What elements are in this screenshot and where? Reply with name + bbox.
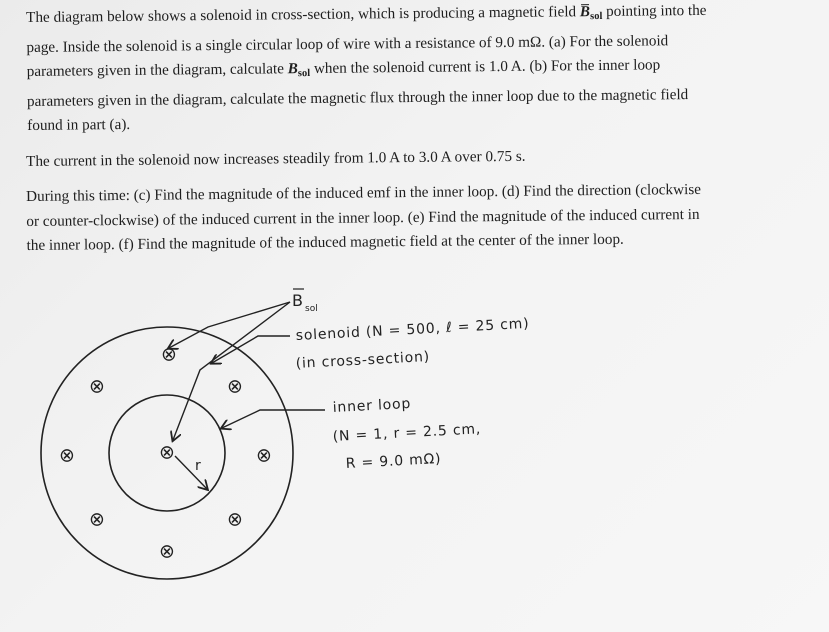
into-page-marker: ⊗ — [159, 540, 175, 563]
text-segment: when the solenoid current is 1.0 A. (b) For the inner loop — [310, 56, 661, 78]
field-label-subscript: sol — [305, 304, 318, 314]
b-letter: B — [287, 60, 298, 78]
field-label: B — [292, 291, 303, 310]
problem-line: page. Inside the solenoid is a single circular loop of wire with a resistance of 9.0 mΩ. (a) For the solenoid — [26, 31, 669, 56]
radius-arrow — [175, 456, 207, 489]
into-page-marker: ⊗ — [159, 441, 175, 464]
problem-line: parameters given in the diagram, calculate the magnetic flux through the inner loop due to the magnetic field — [26, 85, 689, 110]
into-page-marker: ⊗ — [59, 444, 75, 467]
into-page-marker: ⊗ — [256, 444, 272, 467]
inner-loop-params: (N = 1, r = 2.5 cm, — [332, 421, 482, 445]
inner-loop-label: inner loop — [332, 395, 412, 416]
problem-line: or counter-clockwise) of the induced current in the inner loop. (e) Find the magnitude of the induced current in — [26, 205, 700, 230]
solenoid-label: solenoid (N = 500, ℓ = 25 cm) — [295, 315, 530, 344]
problem-line: The current in the solenoid now increases steadily from 1.0 A to 3.0 A over 0.75 s. — [26, 147, 526, 170]
loop-pointer-arrow — [222, 410, 325, 428]
b-letter: B — [579, 3, 591, 21]
solenoid-label-note: (in cross-section) — [295, 348, 431, 372]
into-page-marker: ⊗ — [227, 375, 243, 398]
field-pointer-arrow-2 — [173, 302, 290, 440]
field-pointer-arrow-1 — [169, 302, 290, 348]
problem-line: found in part (a). — [27, 115, 131, 134]
inner-loop-resistance: R = 9.0 mΩ) — [345, 451, 442, 472]
b-subscript: sol — [590, 10, 603, 23]
text-segment: pointing into the — [602, 1, 707, 20]
into-page-marker: ⊗ — [89, 508, 105, 531]
b-subscript: sol — [297, 68, 311, 80]
problem-line: During this time: (c) Find the magnitude of the induced emf in the inner loop. (d) Find the direction (clockwise — [26, 180, 702, 205]
into-page-marker: ⊗ — [227, 508, 243, 531]
radius-label: r — [195, 458, 201, 474]
into-page-marker: ⊗ — [89, 375, 105, 398]
text-segment: parameters given in the diagram, calculate — [26, 60, 288, 80]
problem-line: the inner loop. (f) Find the magnitude of the induced magnetic field at the center of the inner loop. — [26, 230, 624, 254]
into-page-marker: ⊗ — [161, 343, 177, 366]
text-segment: The diagram below shows a solenoid in cross-section, which is producing a magnetic field — [26, 3, 580, 26]
